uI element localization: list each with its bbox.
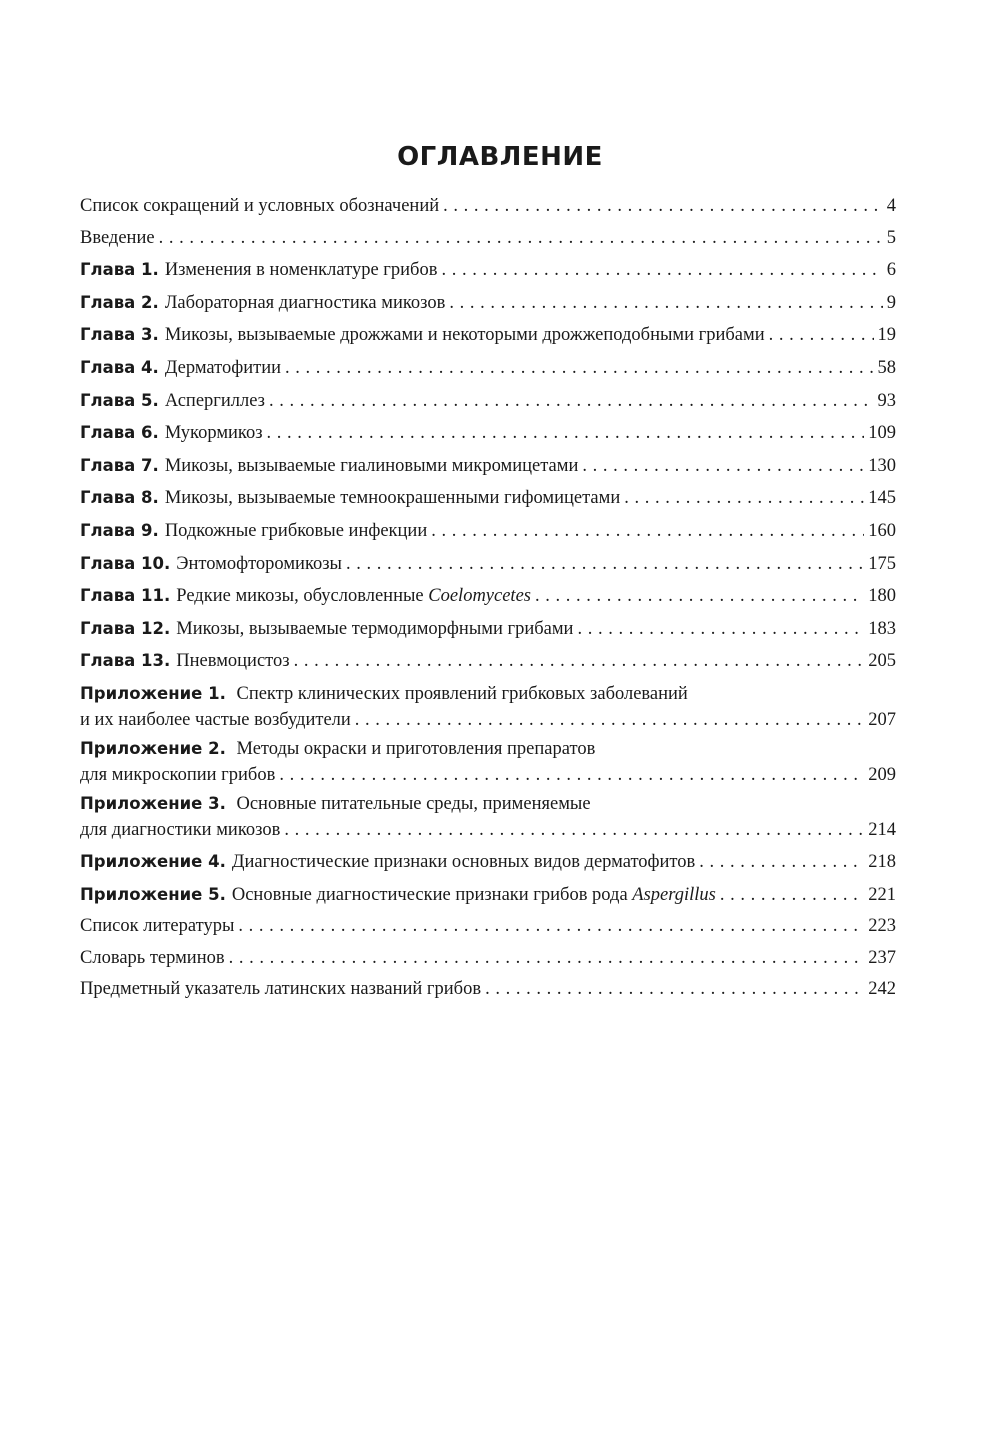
page-number: 207 [868, 709, 896, 730]
chapter-label: Глава 4. [80, 357, 159, 377]
toc-entry[interactable] [80, 287, 896, 320]
toc-line [80, 450, 896, 483]
entry-text: Введение [80, 227, 155, 248]
dot-leader [269, 386, 874, 418]
dot-leader [582, 451, 864, 483]
page-number: 6 [886, 260, 896, 281]
toc-entry[interactable] [80, 645, 896, 678]
page-number: 183 [868, 618, 896, 639]
entry-text: Диагностические признаки основных видов дерматофитов [231, 851, 696, 872]
toc-line [80, 707, 896, 733]
entry-text-continued: для диагностики микозов [80, 819, 281, 840]
entry-text: Методы окраски и приготовления препаратов [236, 738, 596, 759]
toc-entry[interactable] [80, 385, 896, 418]
page-number: 58 [877, 357, 896, 378]
chapter-label: Глава 8. [80, 488, 159, 508]
chapter-label: Глава 2. [80, 292, 159, 312]
page-number: 109 [868, 423, 896, 444]
dot-leader [355, 707, 864, 733]
dot-leader [267, 418, 865, 450]
toc-line [80, 254, 896, 287]
appendix-label: Приложение 2. [80, 738, 226, 758]
toc-entry[interactable] [80, 352, 896, 385]
toc-line [80, 548, 896, 581]
page-number: 175 [868, 553, 896, 574]
chapter-label: Глава 5. [80, 390, 159, 410]
toc-line [80, 736, 896, 762]
toc-entry[interactable] [80, 548, 896, 581]
toc-entry[interactable] [80, 450, 896, 483]
page-number: 145 [868, 488, 896, 509]
toc-entry[interactable] [80, 482, 896, 515]
entry-italic-text: Coelomycetes [428, 586, 531, 607]
toc-line [80, 191, 896, 223]
page-number: 4 [886, 196, 896, 216]
entry-text: Пневмоцистоз [176, 651, 290, 672]
toc-line [80, 482, 896, 515]
entry-text: Мукормикоз [164, 423, 263, 444]
entry-text: Список литературы [80, 916, 235, 937]
chapter-label: Глава 13. [80, 651, 171, 671]
toc-line [80, 515, 896, 548]
entry-italic-text: Aspergillus [632, 884, 716, 905]
toc-line [80, 911, 896, 943]
dot-leader [699, 847, 864, 879]
page-number: 242 [868, 979, 896, 1000]
toc-entry[interactable] [80, 846, 896, 879]
dot-leader [284, 817, 864, 843]
dot-leader [485, 974, 864, 1006]
toc-entry[interactable] [80, 580, 896, 613]
dot-leader [238, 911, 864, 943]
toc-entry[interactable] [80, 319, 896, 352]
entry-text-continued: и их наиболее частые возбудители [80, 709, 351, 730]
dot-leader [285, 353, 873, 385]
toc-entry[interactable] [80, 736, 896, 788]
toc-entry[interactable] [80, 613, 896, 646]
entry-text: Предметный указатель латинских названий грибов [80, 979, 482, 1000]
entry-text: Основные питательные среды, применяемые [236, 793, 591, 814]
entry-text: Список сокращений и условных обозначений [80, 196, 440, 216]
page-number: 5 [886, 227, 896, 248]
toc-entry[interactable] [80, 515, 896, 548]
appendix-label: Приложение 1. [80, 683, 226, 703]
page-number: 19 [877, 325, 896, 346]
appendix-label: Приложение 4. [80, 851, 226, 871]
toc-entry[interactable] [80, 791, 896, 843]
entry-text: Подкожные грибковые инфекции [164, 520, 428, 541]
appendix-label: Приложение 3. [80, 793, 226, 813]
chapter-label: Глава 3. [80, 325, 159, 345]
entry-text: Лабораторная диагностика микозов [164, 292, 446, 313]
dot-leader [443, 191, 883, 223]
toc-line [80, 943, 896, 975]
page-number: 130 [868, 455, 896, 476]
dot-leader [346, 549, 864, 581]
toc-list [80, 191, 896, 1006]
dot-leader [294, 646, 865, 678]
toc-entry[interactable] [80, 943, 896, 975]
toc-entry[interactable] [80, 223, 896, 255]
dot-leader [624, 483, 864, 515]
appendix-label: Приложение 5. [80, 884, 226, 904]
toc-line [80, 879, 896, 912]
page-number: 93 [877, 390, 896, 411]
dot-leader [449, 288, 882, 320]
page-number: 209 [868, 764, 896, 785]
entry-text: Спектр клинических проявлений грибковых заболеваний [236, 683, 688, 704]
toc-entry[interactable] [80, 974, 896, 1006]
entry-text: Основные диагностические признаки грибов рода [231, 884, 628, 905]
dot-leader [279, 762, 864, 788]
toc-line [80, 580, 896, 613]
dot-leader [535, 581, 864, 613]
toc-line [80, 791, 896, 817]
dot-leader [769, 320, 874, 352]
toc-line [80, 385, 896, 418]
page-number: 160 [868, 520, 896, 541]
dot-leader [577, 614, 864, 646]
dot-leader [229, 943, 865, 975]
dot-leader [431, 516, 864, 548]
entry-text: Редкие микозы, обусловленные [176, 586, 424, 607]
page-number: 218 [868, 851, 896, 872]
dot-leader [720, 880, 864, 912]
page-number: 221 [868, 884, 896, 905]
toc-line [80, 645, 896, 678]
toc-line [80, 287, 896, 320]
entry-text: Микозы, вызываемые дрожжами и некоторыми дрожжеподобными грибами [164, 325, 765, 346]
chapter-label: Глава 7. [80, 455, 159, 475]
page-number: 180 [868, 586, 896, 607]
chapter-label: Глава 10. [80, 553, 171, 573]
chapter-label: Глава 12. [80, 618, 171, 638]
toc-line [80, 352, 896, 385]
entry-text: Дерматофитии [164, 357, 282, 378]
page-number: 214 [868, 819, 896, 840]
dot-leader [159, 223, 883, 255]
toc-entry[interactable] [80, 879, 896, 912]
toc-entry[interactable] [80, 191, 896, 223]
page-number: 9 [886, 292, 896, 313]
toc-line [80, 762, 896, 788]
chapter-label: Глава 6. [80, 423, 159, 443]
toc-entry[interactable] [80, 417, 896, 450]
page-title: ОГЛАВЛЕНИЕ [397, 142, 603, 172]
dot-leader [441, 255, 882, 287]
entry-text: Изменения в номенклатуре грибов [164, 260, 438, 281]
toc-line [80, 974, 896, 1006]
entry-text: Словарь терминов [80, 947, 225, 968]
page-number: 205 [868, 651, 896, 672]
entry-text: Микозы, вызываемые темноокрашенными гифомицетами [164, 488, 621, 509]
toc-line [80, 319, 896, 352]
page-number: 223 [868, 916, 896, 937]
chapter-label: Глава 11. [80, 586, 171, 606]
toc-entry[interactable] [80, 681, 896, 733]
entry-text: Микозы, вызываемые термодиморфными грибами [176, 618, 574, 639]
toc-line [80, 846, 896, 879]
toc-line [80, 223, 896, 255]
chapter-label: Глава 9. [80, 520, 159, 540]
chapter-label: Глава 1. [80, 260, 159, 280]
toc-line [80, 417, 896, 450]
entry-text: Аспергиллез [164, 390, 265, 411]
toc-entry[interactable] [80, 254, 896, 287]
entry-text: Энтомофторомикозы [176, 553, 342, 574]
toc-entry[interactable] [80, 911, 896, 943]
page-number: 237 [868, 947, 896, 968]
toc-line [80, 613, 896, 646]
toc-line [80, 681, 896, 707]
entry-text-continued: для микроскопии грибов [80, 764, 276, 785]
toc-line [80, 817, 896, 843]
entry-text: Микозы, вызываемые гиалиновыми микромицетами [164, 455, 579, 476]
